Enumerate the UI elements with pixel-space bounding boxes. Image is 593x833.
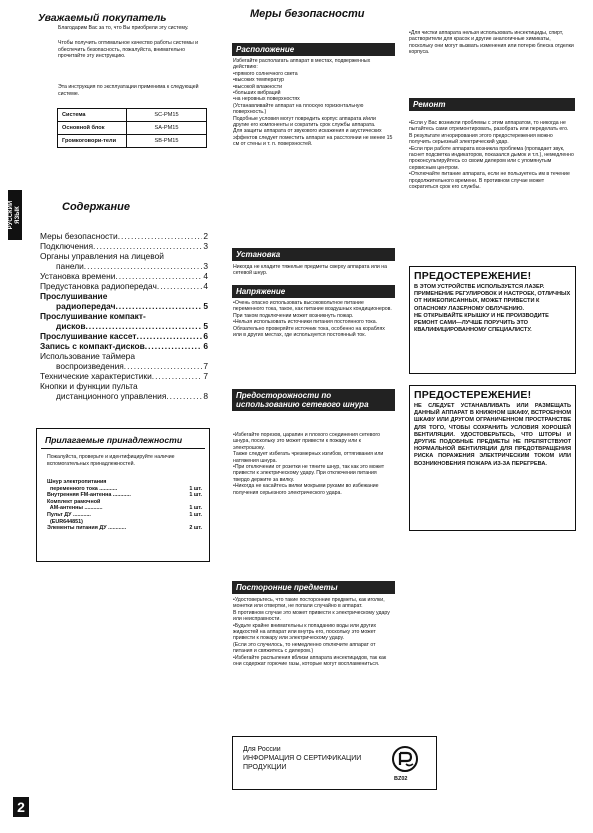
section-header-cord: Предосторожности по использованию сетевого шнура — [232, 389, 395, 411]
toc-item-label: панели — [56, 261, 84, 271]
voltage-text: •Очень опасно использовать высоковольтное питание переменного тока, такое, как питание воздушных кондиционеров. При таком подключении может возникнуть пожар. •Нельзя использовать источники питания постоянного тока. Обязательно проверяйте источник тока, особенно на кораблях или в других местах, где используется постоянный ток. — [233, 300, 392, 339]
ventilation-warning-box — [409, 385, 576, 531]
toc-item — [40, 241, 208, 251]
accessories-intro: Пожалуйста, проверьте и идентифицируйте наличие вспомогательных принадлежностей. — [47, 454, 175, 467]
toc-item-label: воспроизведения — [56, 361, 124, 371]
toc-item-label: Запись с компакт-дисков — [40, 341, 145, 351]
toc-item-label: Технические характеристики — [40, 371, 152, 381]
toc-item — [40, 281, 208, 291]
ventilation-warning-title: ПРЕДОСТЕРЕЖЕНИЕ! — [414, 389, 532, 401]
toc-item-leader — [166, 391, 202, 401]
toc-item-leader — [84, 261, 203, 271]
accessory-item — [47, 486, 202, 493]
toc-item — [40, 391, 208, 401]
accessory-qty: 1 шт. — [189, 485, 202, 492]
toc-item-label: Прослушивание — [40, 291, 108, 301]
accessories-box — [36, 428, 210, 562]
cert-code: ВZ02 — [394, 776, 408, 782]
toc-item-leader — [137, 331, 203, 341]
accessory-item — [47, 479, 202, 486]
gost-certification-mark-icon — [391, 745, 419, 773]
toc-item-leader — [115, 271, 202, 281]
toc-item-leader — [124, 361, 203, 371]
toc-item-label: дисков — [56, 321, 86, 331]
models-table — [57, 108, 207, 148]
toc-item-label: Прослушивание кассет — [40, 331, 137, 341]
toc-item — [40, 261, 208, 271]
cleaning-text: •Для чистки аппарата нельзя использовать инсектициды, спирт, растворители для красок и другие аналогичные химикаты, поскольку они могут вызвать изменения или потерю блеска отделки корпуса. — [409, 30, 574, 56]
table-of-contents — [40, 231, 208, 401]
accessory-name: Комплект рамочной — [47, 498, 101, 505]
accessory-name: Внутренняя FM-антенна ............ — [47, 492, 131, 499]
toc-item-leader — [115, 301, 202, 311]
accessory-item — [47, 492, 202, 499]
cert-line2: ИНФОРМАЦИЯ О СЕРТИФИКАЦИИ — [243, 755, 362, 762]
toc-item — [40, 361, 208, 371]
customer-title: Уважаемый покупатель — [38, 12, 167, 24]
toc-item — [40, 351, 208, 361]
model-value: SC-PM15 — [127, 109, 207, 122]
toc-item-label: Кнопки и функции пульта — [40, 381, 138, 391]
toc-item-label: Прослушивание компакт- — [40, 311, 146, 321]
toc-item-page: 5 — [203, 321, 208, 331]
toc-item-page: 8 — [203, 391, 208, 401]
cord-text: •Избегайте порезов, царапин и плохого соединения сетевого шнура, поскольку это может привести к пожару или к электрошоку. Также следует избегать чрезмерных изгибов, оттягивания или натяжения шнура. •При отключении от розетки не тяните шнур, так как это может привести к электрическому удару. При отключении питания твердо держите за вилку. •Никогда не касайтесь вилки мокрыми руками во избежание получения серьезного электрического удара. — [233, 432, 385, 496]
accessory-item — [47, 499, 202, 506]
toc-item-leader — [118, 231, 203, 241]
laser-warning-body: В ЭТОМ УСТРОЙСТВЕ ИСПОЛЬЗУЕТСЯ ЛАЗЕР. ПРИМЕНЕНИЕ РЕГУЛИРОВОК И НАСТРОЕК, ОТЛИЧНЫХ ОТ НИЖЕОПИСАННЫХ, МОЖЕТ ПРИВЕСТИ К ОПАСНОМУ ЛАЗЕРНОМУ ОБЛУЧЕНИЮ. НЕ ОТКРЫВАЙТЕ КРЫШКУ И НЕ ПРОИЗВОДИТЕ РЕМОНТ САМИ—ЛУЧШЕ ПОРУЧИТЬ ЭТО КВАЛИФИЦИРОВАННОМУ СПЕЦИАЛИСТУ. — [414, 284, 571, 334]
toc-item — [40, 301, 208, 311]
laser-warning-box — [409, 266, 576, 374]
model-value: SB-PM15 — [127, 135, 207, 148]
language-side-tab — [8, 190, 22, 240]
intro-text-1: Благодарим Вас за то, что Вы приобрели эту систему. — [58, 25, 189, 31]
accessory-name: Пульт ДУ ............ — [47, 511, 91, 518]
safety-title: Меры безопасности — [250, 8, 365, 20]
model-label: Громкоговори-тели — [58, 135, 127, 148]
section-header-foreign: Посторонние предметы — [232, 581, 395, 594]
accessory-name: Шнур электропитания — [47, 479, 107, 485]
toc-item — [40, 331, 208, 341]
toc-item-page: 6 — [203, 331, 208, 341]
toc-item-label: Использование таймера — [40, 351, 135, 361]
toc-item-leader — [145, 341, 203, 351]
accessory-item — [47, 525, 202, 532]
toc-item — [40, 251, 208, 261]
section-header-voltage: Напряжение — [232, 285, 395, 298]
cert-line1: Для России — [243, 746, 281, 753]
section-header-placement: Расположение — [232, 43, 395, 56]
toc-item-label: Установка времени — [40, 271, 116, 281]
intro-text-2: Чтобы получить оптимальное качество работы системы и обеспечить безопасность, пожалуйста, внимательно прочитайте эту инструкцию. — [58, 40, 199, 60]
page-number-text: 2 — [17, 799, 25, 815]
toc-item-label: дистанционного управления — [56, 391, 167, 401]
toc-item — [40, 231, 208, 241]
cert-line3: ПРОДУКЦИИ — [243, 764, 287, 771]
section-header-repair: Ремонт — [409, 98, 575, 111]
accessory-qty: 1 шт. — [189, 511, 202, 518]
accessory-name: переменного тока ............ — [47, 485, 118, 492]
foreign-text: •Удостоверьтесь, что такие посторонние предметы, как иголки, монетки или отвертки, не попали случайно в аппарат. В противном случае это может привести к электрическому удару или неисправности. •Будьте крайне внимательны к попаданию воды или других жидкостей на аппарат или внутрь его, поскольку это может привести к пожару или электрическому удару. (Если это случилось, то немедленно отключите аппарат от питания и свяжитесь с дилером.) •Избегайте распыления вблизи аппарата инсектицидов, так как они содержат горючие газы, которые могут воспламениться. — [233, 597, 390, 668]
accessory-qty: 2 шт. — [189, 525, 202, 532]
accessory-item — [47, 519, 202, 526]
page-number — [13, 797, 29, 817]
toc-item-leader — [152, 371, 203, 381]
laser-warning-title: ПРЕДОСТЕРЕЖЕНИЕ! — [414, 270, 532, 282]
toc-item-page: 7 — [203, 371, 208, 381]
model-label: Основной блок — [58, 122, 127, 135]
accessories-list — [47, 479, 202, 532]
toc-item-page: 4 — [203, 271, 208, 281]
model-label: Система — [58, 109, 127, 122]
install-text: Никогда не кладите тяжелые предметы сверху аппарата или на сетевой шнур. — [233, 264, 387, 277]
certification-box — [232, 736, 437, 790]
toc-item-page: 5 — [203, 301, 208, 311]
toc-item-leader — [85, 321, 202, 331]
toc-title: Содержание — [62, 201, 130, 213]
accessory-qty: 1 шт. — [189, 492, 202, 499]
toc-item — [40, 271, 208, 281]
toc-item-leader — [93, 241, 202, 251]
toc-item — [40, 291, 208, 301]
toc-item-label: Подключения — [40, 241, 93, 251]
toc-item — [40, 371, 208, 381]
ventilation-warning-body: НЕ СЛЕДУЕТ УСТАНАВЛИВАТЬ ИЛИ РАЗМЕЩАТЬ ДАННЫЙ АППАРАТ В КНИЖНОМ ШКАФУ, ВСТРОЕННОМ ШКАФУ ИЛИ ДРУГОМ ОГРАНИЧЕННОМ ПРОСТРАНСТВЕ ДЛЯ ТОГО, ЧТОБЫ СОХРАНИТЬ УСЛОВИЯ ХОРОШЕЙ ВЕНТИЛЯЦИИ. УДОСТОВЕРЬТЕСЬ, ЧТО ШТОРЫ И ДРУГИЕ ПОДОБНЫЕ ПРЕДМЕТЫ НЕ ПРЕПЯТСТВУЮТ НОРМАЛЬНОЙ ВЕНТИЛЯЦИИ ДЛЯ ПРЕДОТВРАЩЕНИЯ РИСКА ПОРАЖЕНИЯ ЭЛЕКТРИЧЕСКИМ ТОКОМ ИЛИ ВОЗНИКНОВЕНИЯ ПОЖАРА ИЗ-ЗА ПЕРЕГРЕВА. — [414, 403, 571, 467]
accessory-name: Элементы питания ДУ ............ — [47, 525, 127, 532]
toc-item — [40, 381, 208, 391]
accessory-name: AM-антенны ............ — [47, 505, 103, 512]
toc-item — [40, 311, 208, 321]
toc-item-page: 4 — [203, 281, 208, 291]
toc-item — [40, 341, 208, 351]
accessory-item — [47, 505, 202, 512]
toc-item-page: 7 — [203, 361, 208, 371]
toc-item-page: 2 — [203, 231, 208, 241]
side-tab-line1: РУССКИЙ — [8, 200, 14, 230]
accessory-item — [47, 512, 202, 519]
toc-item-leader — [157, 281, 202, 291]
accessories-title: Прилагаемые принадлежности — [45, 435, 183, 445]
intro-text-3: Эта инструкция по эксплуатации применима к следующей системе. — [58, 84, 199, 97]
toc-item-page: 3 — [203, 261, 208, 271]
accessory-name: (EUR644851) — [47, 518, 83, 525]
toc-item-label: Предустановка радиопередач — [40, 281, 157, 291]
toc-item-label: Органы управления на лицевой — [40, 251, 164, 261]
side-tab-line2: ЯЗЫК — [15, 206, 21, 224]
toc-item-label: радиопередач — [56, 301, 116, 311]
toc-item-page: 6 — [203, 341, 208, 351]
repair-text: •Если у Вас возникли проблемы с этим аппаратом, то никогда не пытайтесь сами отремонтировать, разобрать или переделать его. В результате игнорирования этого предостережения можно получить серьезный электрический удар. •Если при работе аппарата возникла проблема (пропадает звук, гаснет подсветка индикаторов, показался дымок и т.п.), немедленно проконсультируйтесь со своим дилером или с упомянутым сервисным центром. •Отключайте питание аппарата, если не пользуетесь им в течение продолжительного времени. В противном случае может сократиться срок его службы. — [409, 120, 574, 191]
toc-item — [40, 321, 208, 331]
section-header-install: Установка — [232, 248, 395, 261]
toc-item-label: Меры безопасности — [40, 231, 118, 241]
toc-item-page: 3 — [203, 241, 208, 251]
placement-text: Избегайте располагать аппарат в местах, подверженных действию: •прямого солнечного света •высоких температур •высокой влажности •больших вибраций •на неровных поверхностях (Устанавливайте аппарат на плоскую горизонтальную поверхность.) Подобные условия могут повредить корпус аппарата и/или другие его компоненты и сократить срок службы аппарата. Для защиты аппарата от звукового искажения и акустических эффектов следует поместить аппарат на расстоянии не менее 15 см от стены и т. п. поверхностей. — [233, 58, 393, 148]
model-value: SA-PM15 — [127, 122, 207, 135]
accessory-qty: 1 шт. — [189, 505, 202, 512]
